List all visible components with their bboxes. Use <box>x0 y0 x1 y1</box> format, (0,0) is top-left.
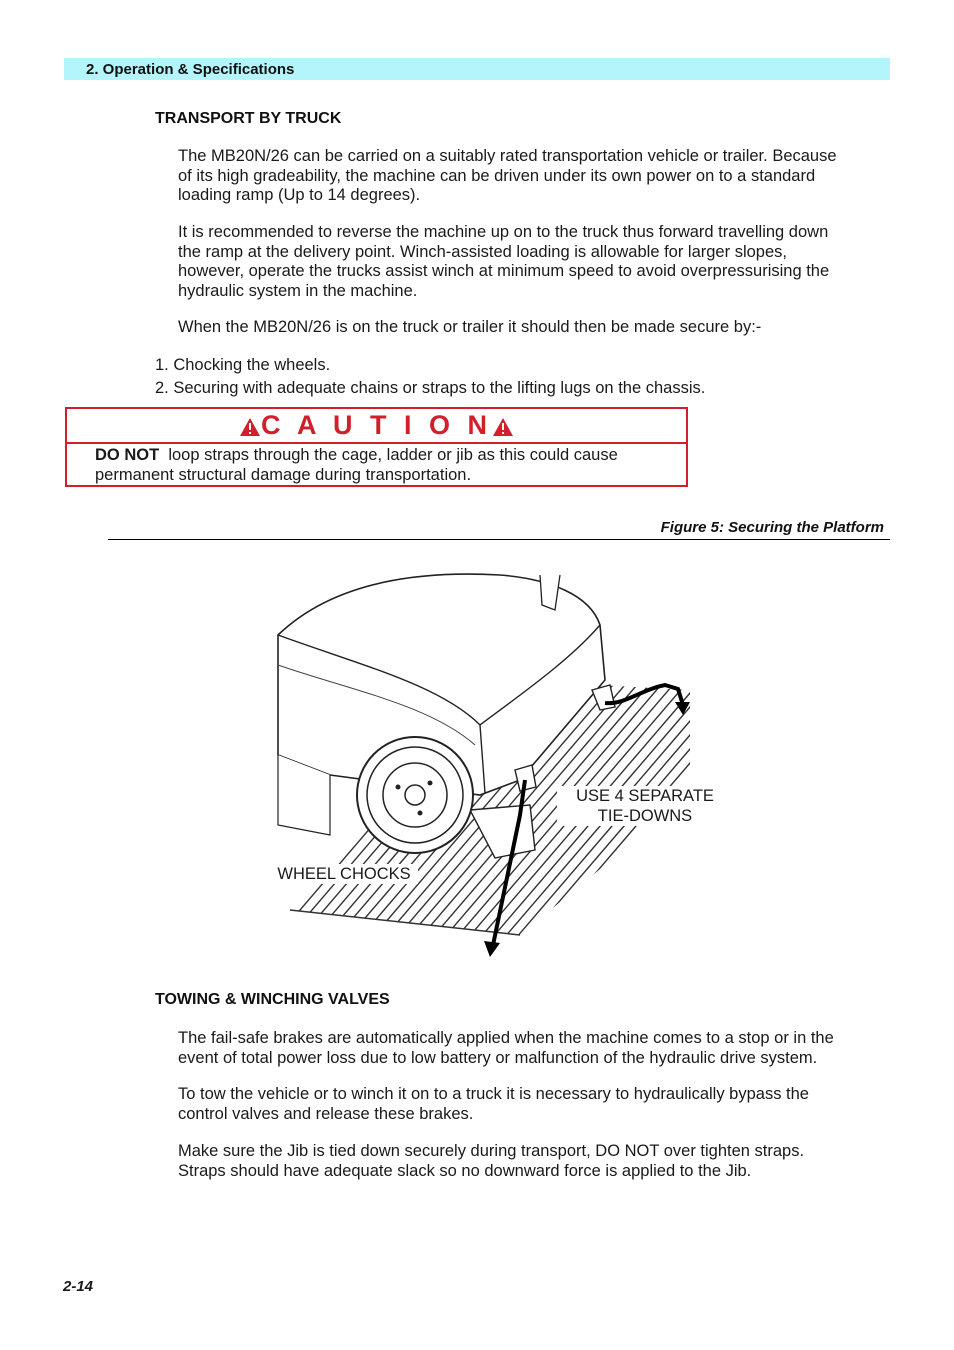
paragraph-line: To tow the vehicle or to winch it on to a truck it is necessary to hydraulically bypass the <box>178 1085 809 1103</box>
warning-triangle-icon <box>239 412 261 445</box>
tie-downs-label-line-1: USE 4 SEPARATE <box>576 787 714 805</box>
caution-title-row <box>67 409 686 444</box>
figure-label-tie-downs <box>557 786 733 826</box>
paragraph-line: Make sure the Jib is tied down securely during transport, DO NOT over tighten straps. <box>178 1142 805 1160</box>
paragraph-towing-2 <box>178 1085 898 1124</box>
caution-title <box>67 409 686 445</box>
section-title: 2. Operation & Specifications <box>86 61 295 78</box>
paragraph-line: however, operate the trucks assist winch at minimum speed to avoid overpressurising the <box>178 262 830 280</box>
caution-box <box>65 407 688 487</box>
platform-drawing <box>270 565 700 965</box>
paragraph-line: the ramp at the delivery point. Winch-assisted loading is allowable for larger slopes, <box>178 242 787 261</box>
warning-triangle-icon <box>492 412 514 445</box>
paragraph-transport-1 <box>178 147 898 206</box>
figure-divider <box>108 539 890 540</box>
paragraph-line: hydraulic system in the machine. <box>178 281 418 300</box>
paragraph-towing-3 <box>178 1142 898 1181</box>
caution-line-2: permanent structural damage during transportation. <box>95 465 472 484</box>
caution-bold-lead: DO NOT <box>95 446 160 464</box>
paragraph-line: The fail-safe brakes are automatically applied when the machine comes to a stop or in the <box>178 1029 834 1047</box>
caution-line-1 <box>95 446 685 466</box>
list-item-step-2: 2. Securing with adequate chains or straps to the lifting lugs on the chassis. <box>155 379 706 397</box>
caution-title-text: C A U T I O N <box>261 410 492 440</box>
paragraph-line: Straps should have adequate slack so no downward force is applied to the Jib. <box>178 1161 752 1180</box>
paragraph-line: event of total power loss due to low battery or malfunction of the hydraulic drive system. <box>178 1048 818 1067</box>
paragraph-towing-1 <box>178 1029 898 1068</box>
paragraph-line: of its high gradeability, the machine can be driven under its own power on to a standard <box>178 166 816 185</box>
figure-platform-illustration <box>270 565 700 965</box>
wheel-chock-shape <box>470 805 535 858</box>
paragraph-transport-3: When the MB20N/26 is on the truck or trailer it should then be made secure by:- <box>178 318 762 336</box>
heading-towing-winching: TOWING & WINCHING VALVES <box>155 991 390 1008</box>
figure-caption: Figure 5: Securing the Platform <box>660 519 884 536</box>
list-item-step-1: 1. Chocking the wheels. <box>155 356 331 374</box>
caution-line-1-text: loop straps through the cage, ladder or jib as this could cause <box>168 446 618 464</box>
paragraph-line: control valves and release these brakes. <box>178 1104 474 1123</box>
paragraph-line: loading ramp (Up to 14 degrees). <box>178 186 421 204</box>
tie-downs-label-line-2: TIE-DOWNS <box>597 807 693 825</box>
section-header-bar <box>64 58 890 80</box>
paragraph-line: The MB20N/26 can be carried on a suitably rated transportation vehicle or trailer. Because <box>178 147 837 165</box>
heading-transport-by-truck: TRANSPORT BY TRUCK <box>155 110 342 127</box>
paragraph-line: It is recommended to reverse the machine up on to the truck thus forward travelling down <box>178 223 829 241</box>
paragraph-transport-2 <box>178 223 898 301</box>
caution-text <box>95 446 685 485</box>
page-number: 2-14 <box>63 1278 94 1295</box>
figure-label-wheel-chocks: WHEEL CHOCKS <box>270 864 418 884</box>
